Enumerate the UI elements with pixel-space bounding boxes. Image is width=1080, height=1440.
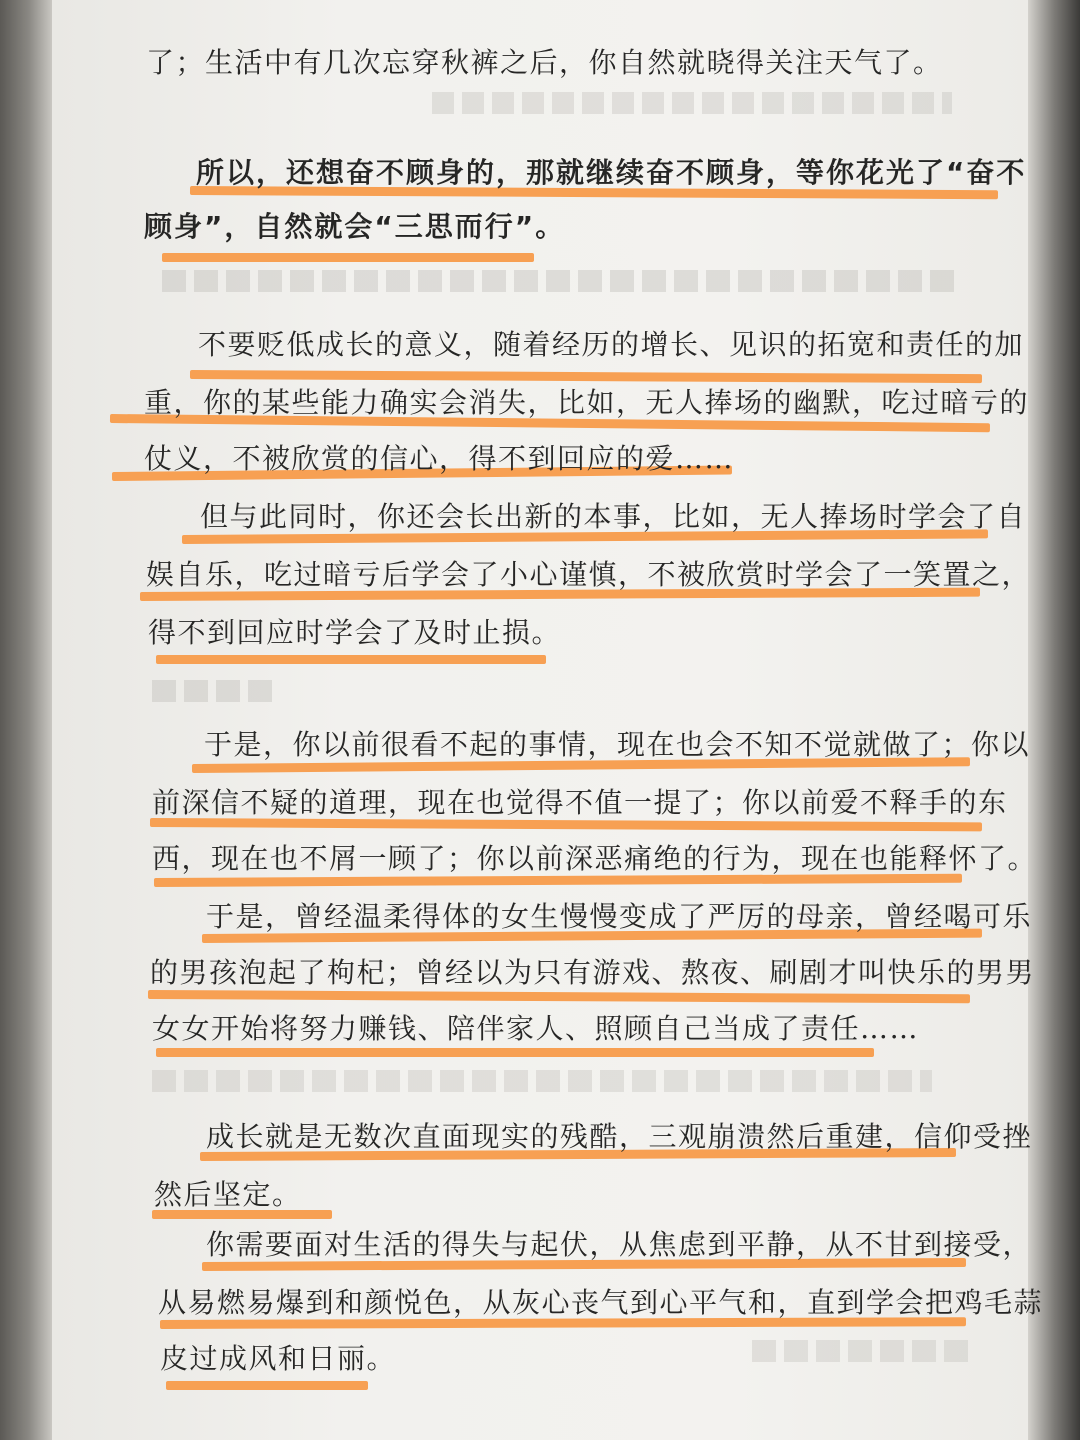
text-line: 得不到回应时学会了及时止损。 [148,616,562,649]
text-line: 所以，还想奋不顾身的，那就继续奋不顾身，等你花光了“奋不 [196,156,1027,189]
text-line: 仗义，不被欣赏的信心，得不到回应的爱…… [144,442,735,475]
highlight-stroke [156,655,546,664]
text-line: 成长就是无数次直面现实的残酷，三观崩溃然后重建，信仰受挫 [206,1120,1033,1153]
highlight-stroke [162,253,534,262]
text-line: 顾身”，自然就会“三思而行”。 [144,210,566,243]
highlight-stroke [156,1048,874,1057]
text-line: 从易燃易爆到和颜悦色，从灰心丧气到心平气和，直到学会把鸡毛蒜 [158,1286,1044,1319]
text-line: 的男孩泡起了枸杞；曾经以为只有游戏、熬夜、刷剧才叫快乐的男男 [150,956,1036,989]
text-line: 你需要面对生活的得失与起伏，从焦虑到平静，从不甘到接受， [206,1228,1033,1261]
highlight-stroke [166,1381,368,1390]
text-line: 于是，曾经温柔得体的女生慢慢变成了严厉的母亲，曾经喝可乐 [206,900,1033,933]
book-spine-shadow [0,0,52,1440]
show-through-text [162,270,962,292]
text-line: 前深信不疑的道理，现在也觉得不值一提了；你以前爱不释手的东 [152,786,1008,819]
text-line: 不要贬低成长的意义，随着经历的增长、见识的拓宽和责任的加 [198,328,1025,361]
text-line: 西，现在也不屑一顾了；你以前深恶痛绝的行为，现在也能释怀了。 [152,842,1038,875]
show-through-text [152,1070,932,1092]
show-through-text [152,680,272,702]
show-through-text [752,1340,972,1362]
text-line: 但与此同时，你还会长出新的本事，比如，无人捧场时学会了自 [200,500,1027,533]
text-line: 皮过成风和日丽。 [160,1342,397,1375]
text-line: 女女开始将努力赚钱、陪伴家人、照顾自己当成了责任…… [152,1012,920,1045]
text-line: 于是，你以前很看不起的事情，现在也会不知不觉就做了；你以 [204,728,1031,761]
page-edge-shadow [1028,0,1080,1440]
text-line: 了；生活中有几次忘穿秋裤之后，你自然就晓得关注天气了。 [146,46,943,79]
show-through-text [432,92,952,114]
text-line: 然后坚定。 [154,1178,302,1211]
text-line: 娱自乐，吃过暗亏后学会了小心谨慎，不被欣赏时学会了一笑置之， [146,558,1032,591]
text-line: 重，你的某些能力确实会消失，比如，无人捧场的幽默，吃过暗亏的 [144,386,1030,419]
